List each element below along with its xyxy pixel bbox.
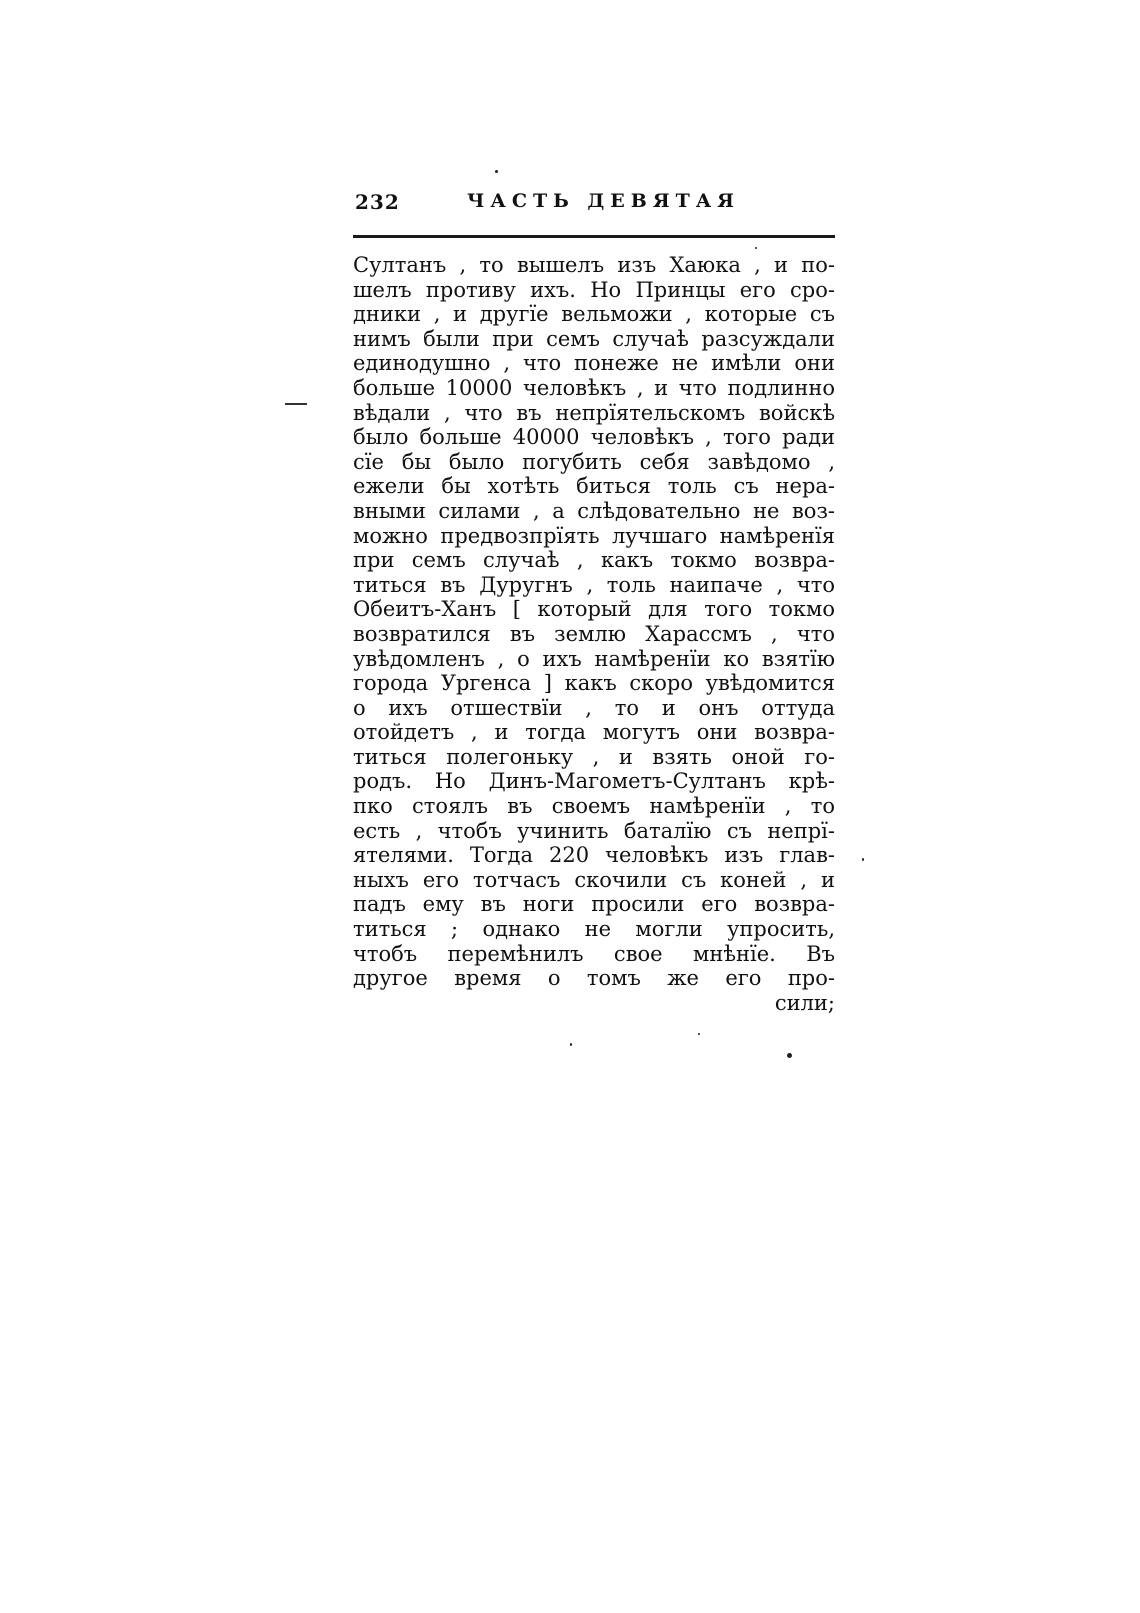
text-line: ежели бы хотѣть биться толь съ нера-	[353, 474, 835, 499]
text-line: другое время о томъ же его про-	[353, 966, 835, 991]
text-line: возвратился въ землю Харассмъ , что	[353, 621, 835, 646]
text-line: сїе бы было погубить себя завѣдомо ,	[353, 449, 835, 474]
page-header	[355, 190, 835, 220]
margin-mark	[285, 403, 307, 405]
text-line: можно предвозпрїять лучшаго намѣренїя	[353, 523, 835, 548]
text-line: чтобъ перемѣнилъ свое мнѣнїе. Въ	[353, 941, 835, 966]
text-line: вѣдали , что въ непрїятельскомъ войскѣ	[353, 400, 835, 425]
text-line: есть , чтобъ учинить баталїю съ непрї-	[353, 818, 835, 843]
text-line: больше 10000 человѣкъ , и что подлинно	[353, 375, 835, 400]
text-line: ятелями. Тогда 220 человѣкъ изъ глав-	[353, 843, 835, 868]
text-line: дники , и другїе вельможи , которые съ	[353, 302, 835, 327]
ink-speck	[495, 170, 498, 173]
running-head: ЧАСТЬ ДЕВЯТАЯ	[467, 190, 740, 212]
ink-speck	[787, 1053, 792, 1058]
text-line: Обеитъ-Ханъ [ который для того токмо	[353, 597, 835, 622]
header-rule	[353, 235, 835, 238]
text-line: города Ургенса ] какъ скоро увѣдомится	[353, 671, 835, 696]
text-line: титься въ Дуругнъ , толь наипаче , что	[353, 572, 835, 597]
body-text	[353, 253, 835, 1015]
ink-speck	[698, 1033, 700, 1035]
ink-speck	[755, 247, 757, 249]
text-line: вными силами , а слѣдовательно не воз-	[353, 498, 835, 523]
text-line: при семъ случаѣ , какъ токмо возвра-	[353, 548, 835, 573]
text-line: родъ. Но Динъ-Магометъ-Султанъ крѣ-	[353, 769, 835, 794]
text-line: ныхъ его тотчасъ скочили съ коней , и	[353, 867, 835, 892]
text-line: отойдетъ , и тогда могутъ они возвра-	[353, 720, 835, 745]
ink-speck	[570, 1043, 572, 1046]
text-line: пко стоялъ въ своемъ намѣренїи , то	[353, 794, 835, 819]
text-line: о ихъ отшествїи , то и онъ оттуда	[353, 695, 835, 720]
text-line: шелъ противу ихъ. Но Принцы его сро-	[353, 277, 835, 302]
text-line: Султанъ , то вышелъ изъ Хаюка , и по-	[353, 253, 835, 277]
ink-speck	[862, 858, 864, 861]
text-line: нимъ были при семъ случаѣ разсуждали	[353, 326, 835, 351]
text-line: было больше 40000 человѣкъ , того ради	[353, 425, 835, 450]
text-line: увѣдомленъ , о ихъ намѣренїи ко взятїю	[353, 646, 835, 671]
text-line: титься полегоньку , и взять оной го-	[353, 744, 835, 769]
text-line: титься ; однако не могли упросить,	[353, 917, 835, 942]
catchword: сили;	[774, 990, 835, 1015]
page-number: 232	[355, 190, 400, 214]
text-line: падъ ему въ ноги просили его возвра-	[353, 892, 835, 917]
text-line: единодушно , что понеже не имѣли они	[353, 351, 835, 376]
